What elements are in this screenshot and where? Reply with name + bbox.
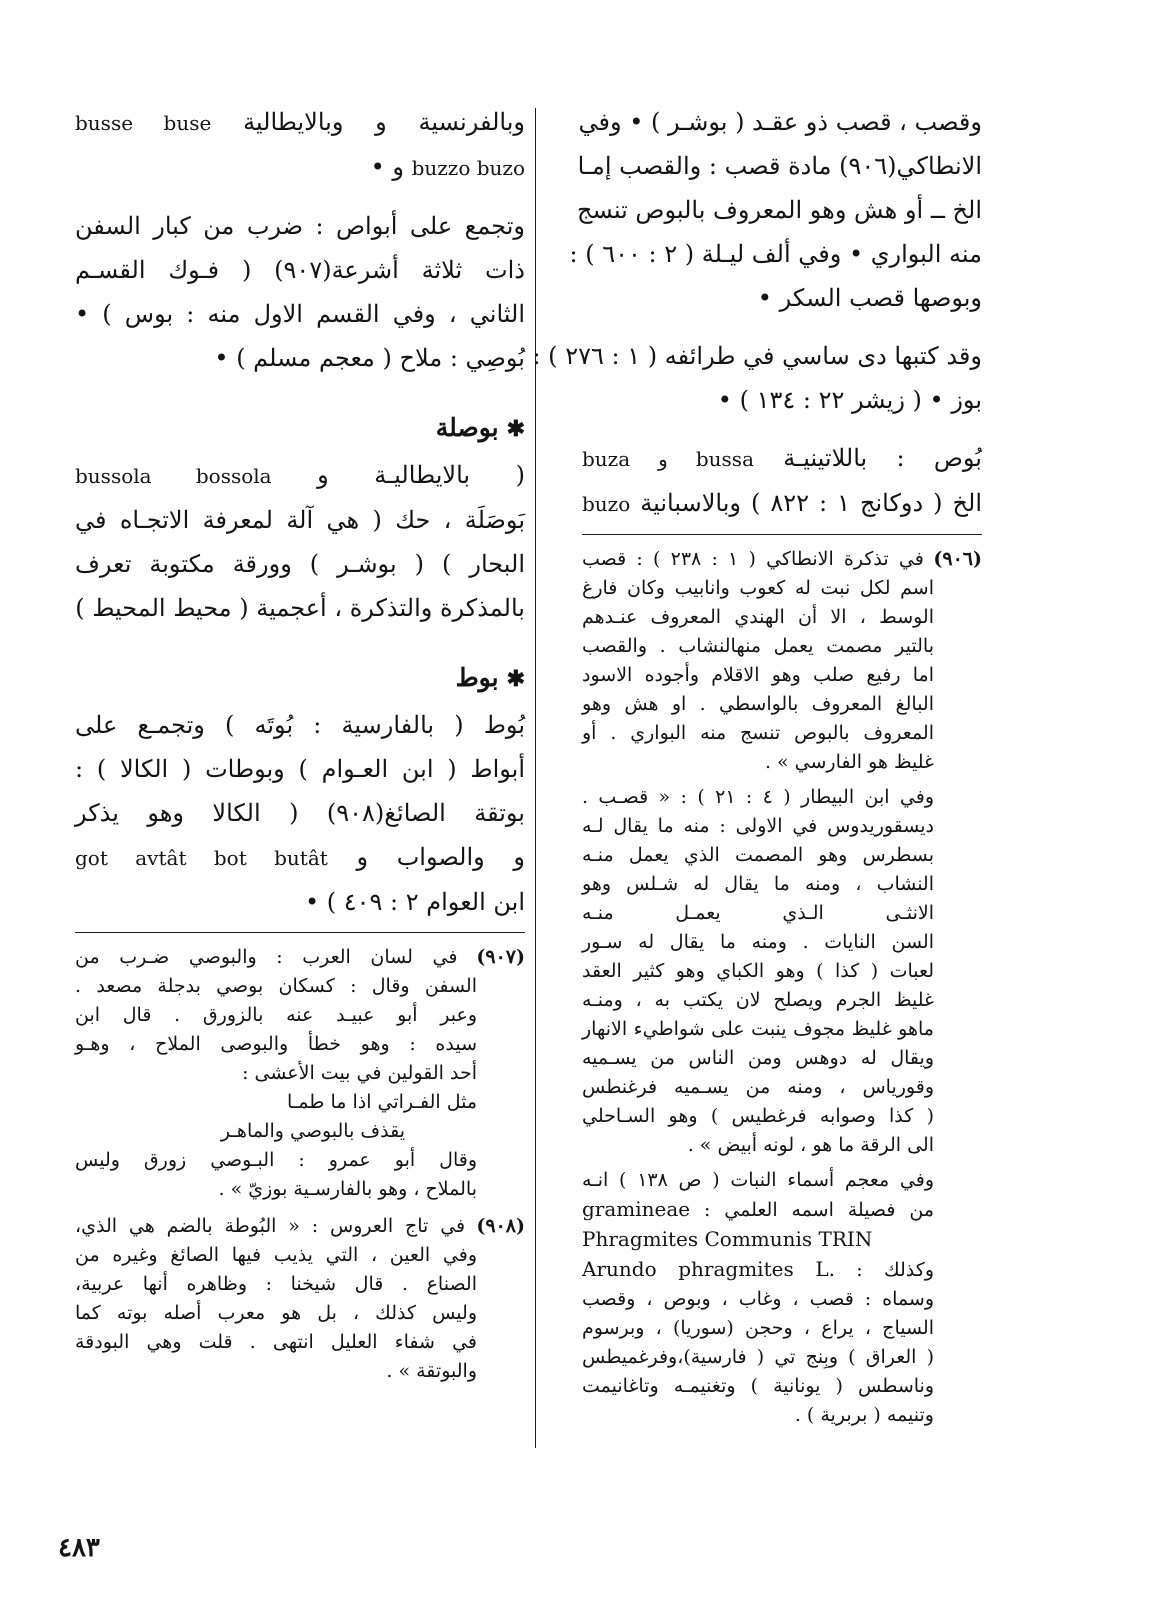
- latin-term: buzzo buzo: [411, 156, 525, 180]
- text-line: بُوصِي : ملاح ( معجم مسلم ) •: [214, 344, 525, 372]
- text-line: ( بالايطاليـة و bussola bossola: [75, 461, 525, 489]
- latin-term: got avtât bot butât: [75, 846, 328, 870]
- column-divider: [535, 108, 536, 1448]
- footnote-line: لعبات ( كذا ) وهو الكباي وهو كثير العقد: [582, 960, 934, 982]
- footnote-line: اما رفيع صلب وهو الاقلام وأجوده الاسود: [582, 664, 934, 686]
- footnote-line: وفي معجم أسماء النبات ( ص ١٣٨ ) انـه: [582, 1169, 934, 1191]
- arabic-text: الخ ( دوكانج ١ : ٨٢٢ ) وبالاسبانية: [640, 489, 982, 517]
- footnote-line: ويقال له دوهس ومن الناس من يسـميه: [582, 1047, 934, 1069]
- footnote-line: وفي ابن البيطار ( ٤ : ٢١ ) : « قصـب .: [582, 786, 934, 808]
- text-line: الخ ــ أو هش وهو المعروف بالبوص تنسج: [576, 196, 982, 224]
- footnote-number: (٩٠٧): [476, 946, 525, 968]
- footnote-line: الانثـى الـذي يعمـل منـه: [582, 902, 934, 924]
- footnote-line: وقورياس ، ومنه من يسـميه فرغنطس: [582, 1076, 934, 1098]
- text-line: وقد كتبها دى ساسي في طرائفه ( ١ : ٢٧٦ ) :: [532, 342, 982, 370]
- footnote-number: (٩٠٦): [933, 548, 982, 570]
- left-column: [75, 100, 525, 1386]
- footnote-line: ديسقوريدوس في الاولى : منه ما يقال لـه: [582, 815, 934, 837]
- text-line: بوز • ( زيشر ٢٢ : ١٣٤ ) •: [717, 386, 982, 414]
- footnote-line: وفي العين ، التي يذيب فيها الصائغ وغيره من: [75, 1244, 477, 1266]
- footnote-line: بالتير مصمت يعمل منهالنشاب . والقصب: [582, 635, 934, 657]
- footnote-line: وناسطس ( يونانية ) وتغنيمـه وتاغانيمت: [582, 1375, 934, 1397]
- footnote-line: من فصيلة اسمه العلمي : gramineae: [582, 1197, 934, 1221]
- footnote-line: غليظ الجرم ويصلح لان يكتب به ، ومنـه: [582, 989, 934, 1011]
- latin-term: buza و bussa: [582, 447, 754, 471]
- footnote-line: وليس كذلك ، بل هو معرب أصله بوته كما: [75, 1302, 477, 1324]
- latin-term: gramineae: [582, 1197, 691, 1221]
- text-line: أبواط ( ابن العـوام ) وبوطات ( الكالا ) :: [75, 755, 525, 783]
- text-line: وقصب ، قصب ذو عقـد ( بوشـر ) • وفي: [578, 108, 982, 136]
- footnote-line: (٩٠٦) في تذكرة الانطاكي ( ١ : ٢٣٨ ) : قصب: [582, 545, 982, 574]
- footnote-line: غليظ هو الفارسي » .: [764, 751, 934, 773]
- footnote-line: وكذلك : Arundo phragmites L.: [582, 1257, 935, 1281]
- footnote-line: ( كذا وصوابه فرغطيس ) وهو السـاحلي: [582, 1105, 934, 1127]
- text-line: [75, 100, 525, 145]
- footnote-line: وقال أبو عمرو : البـوصي زورق وليس: [75, 1149, 477, 1171]
- footnote-908: [75, 1212, 525, 1386]
- footnote-line: الى الرقة ما هو ، لونه أبيض » .: [687, 1134, 934, 1156]
- footnote-line: البالغ المعروف بالواسطي . او هش وهو: [582, 693, 934, 715]
- text-line: بالمذكرة والتذكرة ، أعجمية ( محيط المحيط ): [75, 594, 525, 622]
- footnote-line: النشاب ، ومنه ما يقال له شـلس وهو: [582, 873, 934, 895]
- footnote-line: المعروف بالبوص تنسج منه البواري . أو: [582, 722, 934, 744]
- footnote-906: [582, 545, 982, 1430]
- text-line: [75, 145, 525, 190]
- text-line: وبوصها قصب السكر •: [757, 284, 982, 312]
- arabic-text: بُوص : باللاتينيـة: [783, 444, 982, 472]
- text-line: [582, 481, 982, 526]
- text-line: الانطاكي(٩٠٦) مادة قصب : والقصب إمـا: [577, 152, 982, 180]
- entry-headword: ✱بوصلة: [435, 413, 525, 442]
- text-line: ذات ثلاثة أشرعة(٩٠٧) ( فـوك القسـم: [75, 256, 525, 284]
- latin-term: Phragmites Communis TRIN: [582, 1227, 873, 1251]
- footnote-line: وتنيمه ( بربرية ) .: [794, 1404, 934, 1426]
- latin-term: Arundo phragmites L.: [582, 1257, 835, 1281]
- text-line: بَوصَلَة ، حك ( هي آلة لمعرفة الاتجـاه في: [75, 506, 525, 534]
- footnote-line: أحد القولين في بيت الأعشى :: [242, 1062, 477, 1084]
- footnote-line: وسماه : قصب ، وغاب ، وبوص ، وقصب: [582, 1288, 934, 1310]
- footnote-line: في شفاء العليل انتهى . قلت وهي البودقة: [75, 1331, 477, 1353]
- latin-term: buzo: [582, 492, 631, 516]
- footnote-line: الوسط ، الا أن الهندي المعروف عنـدهم: [582, 606, 934, 628]
- entry-headword: ✱بوط: [455, 663, 525, 692]
- text-line: [582, 436, 982, 481]
- footnote-line: السن النايات . ومنه ما يقال له سـور: [582, 931, 934, 953]
- footnote-divider: [582, 534, 982, 535]
- footnote-line: وعبر أبو عبيـد عنه بالزورق . قال ابن: [75, 1004, 477, 1026]
- footnote-line: بالملاح ، وهو بالفارسـية بوزيّ » .: [218, 1178, 477, 1200]
- arabic-text: و •: [370, 153, 404, 181]
- verse-line: يقذف بالبوصي والماهـر: [220, 1120, 405, 1142]
- footnote-line: السفن وقال : كسكان بوصي بدجلة مصعد .: [75, 975, 477, 997]
- footnote-line: السياج ، يراع ، وحجن (سوريا) ، وبرسوم: [582, 1317, 934, 1339]
- footnote-line: (٩٠٧) في لسان العرب : والبوصي ضـرب من: [75, 943, 525, 972]
- footnote-line: (٩٠٨) في تاج العروس : « البُوطة بالضم هي الذي،: [75, 1212, 525, 1241]
- arabic-text: وبالفرنسية و وبالايطالية: [243, 108, 525, 136]
- footnote-907: [75, 943, 525, 1204]
- footnote-divider: [75, 932, 525, 933]
- text-line: بوتقة الصائغ(٩٠٨) ( الكالا وهو يذكر: [75, 799, 525, 827]
- footnote-line: سيده : وهو خطأ والبوصى الملاح ، وهـو: [75, 1033, 477, 1055]
- verse-line: مثل الفـراتي اذا ما طمـا: [286, 1091, 477, 1113]
- text-line: الثاني ، وفي القسم الاول منه : بوس ) •: [75, 300, 525, 328]
- text-line: وتجمع على أبواص : ضرب من كبار السفن: [75, 212, 525, 240]
- footnote-line: الصناع . قال شيخنا : وظاهره أنها عربية،: [75, 1273, 477, 1295]
- latin-term: bussola bossola: [75, 464, 272, 488]
- footnote-line: [582, 1225, 982, 1255]
- asterisk-icon: ✱: [506, 666, 525, 692]
- text-line: البحار ) ( بوشـر ) وورقة مكتوبة تعرف: [75, 550, 525, 578]
- footnote-line: والبوتقة » .: [386, 1360, 477, 1382]
- text-line: و والصواب و got avtât bot butât: [75, 843, 525, 871]
- latin-term: busse buse: [75, 111, 212, 135]
- footnote-line: ماهو غليظ مجوف ينبت على شواطيء الانهار: [582, 1018, 934, 1040]
- footnote-line: ( العراق ) وبِنج تي ( فارسية)،وفرغميطس: [582, 1346, 934, 1368]
- asterisk-icon: ✱: [506, 416, 525, 442]
- text-line: بُوط ( بالفارسية : بُوتَه ) وتجمـع على: [75, 711, 525, 739]
- text-line: ابن العوام ٢ : ٤٠٩ ) •: [304, 888, 525, 916]
- footnote-line: اسم لكل نبت له كعوب وانابيب وكان فارغ: [582, 577, 934, 599]
- page-number: ٤٨٣: [58, 1533, 100, 1563]
- footnote-number: (٩٠٨): [476, 1215, 525, 1237]
- text-line: منه البواري • وفي ألف ليـلة ( ٢ : ٦٠٠ ) :: [569, 240, 982, 268]
- footnote-line: بسطرس وهو المصمت الذي يعمل منـه: [582, 844, 934, 866]
- right-column: [532, 100, 982, 1430]
